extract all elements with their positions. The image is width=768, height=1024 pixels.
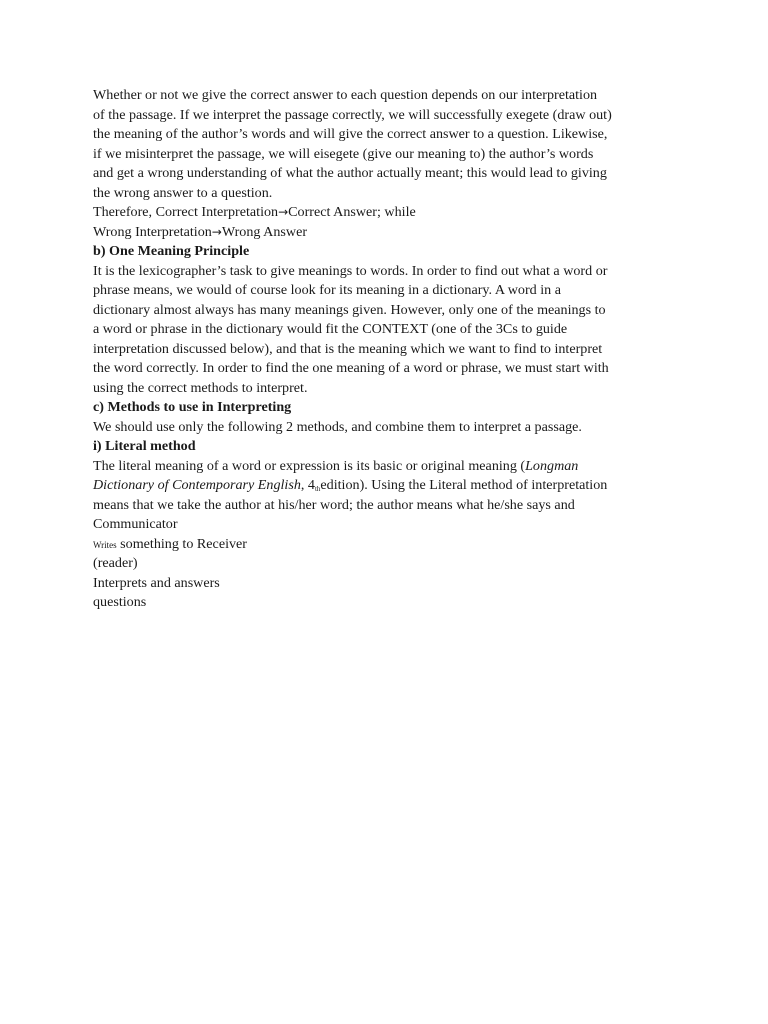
diagram-communicator: Communicator: [93, 516, 178, 532]
text-line: [93, 476, 677, 496]
text-line: and get a wrong understanding of what the author actually meant; this would lead to giving: [93, 165, 607, 181]
equation-left: Wrong Interpretation: [93, 223, 212, 240]
text-line: Whether or not we give the correct answer to each question depends on our interpretation: [93, 87, 598, 103]
heading-literal-method: i) Literal method: [93, 438, 196, 454]
diagram-reader: (reader): [93, 555, 138, 571]
heading-one-meaning-principle: b) One Meaning Principle: [93, 243, 250, 259]
text-span: The literal meaning of a word or expression is its basic or original meaning (: [93, 457, 526, 474]
text-span: edition). Using the Literal method of interpretation: [320, 477, 608, 493]
diagram-receiver: something to Receiver: [120, 535, 247, 552]
equation-right: Correct Answer; while: [288, 204, 416, 220]
document-page: [93, 86, 677, 613]
citation-title: Longman: [525, 457, 579, 474]
text-line: the meaning of the author’s words and will give the correct answer to a question. Likewise,: [93, 126, 608, 142]
arrow-right-icon: →: [211, 224, 222, 239]
text-line: if we misinterpret the passage, we will eisegete (give our meaning to) the author’s words: [93, 145, 594, 162]
text-line: dictionary almost always has many meanings given. However, only one of the meanings to: [93, 301, 606, 318]
text-line: interpretation discussed below), and that is the meaning which we want to find to interpret: [93, 340, 603, 357]
diagram-interprets: Interprets and answers: [93, 574, 220, 591]
ordinal-suffix: th: [314, 485, 321, 493]
equation-correct: [93, 203, 677, 223]
paragraph-methods: We should use only the following 2 methods, and combine them to interpret a passage.: [93, 418, 582, 435]
text-line: using the correct methods to interpret.: [93, 379, 308, 396]
paragraph-one-meaning: [93, 262, 677, 399]
text-line: means that we take the author at his/her word; the author means what he/she says and: [93, 496, 575, 513]
diagram-writes-line: [93, 535, 677, 555]
text-line: [93, 457, 677, 477]
equation-wrong: [93, 223, 677, 243]
diagram-text: [93, 515, 677, 613]
paragraph-interpretation: [93, 86, 677, 203]
text-line: the word correctly. In order to find the one meaning of a word or phrase, we must start with: [93, 360, 609, 376]
text-line: It is the lexicographer’s task to give meanings to words. In order to find out what a word or: [93, 262, 608, 279]
text-line: phrase means, we would of course look for its meaning in a dictionary. A word in a: [93, 282, 561, 298]
text-line: the wrong answer to a question.: [93, 184, 273, 201]
citation-title: Dictionary of Contemporary English: [93, 477, 301, 493]
diagram-writes: Writes: [93, 539, 117, 550]
heading-methods: c) Methods to use in Interpreting: [93, 399, 292, 415]
diagram-questions: questions: [93, 594, 147, 610]
text-line: of the passage. If we interpret the passage correctly, we will successfully exegete (draw out): [93, 106, 612, 123]
paragraph-literal: [93, 457, 677, 516]
text-span: , 4: [300, 477, 315, 493]
equation-right: Wrong Answer: [221, 223, 308, 240]
equation-left: Therefore, Correct Interpretation: [93, 204, 279, 220]
arrow-right-icon: →: [278, 205, 289, 219]
text-line: a word or phrase in the dictionary would fit the CONTEXT (one of the 3Cs to guide: [93, 321, 568, 337]
